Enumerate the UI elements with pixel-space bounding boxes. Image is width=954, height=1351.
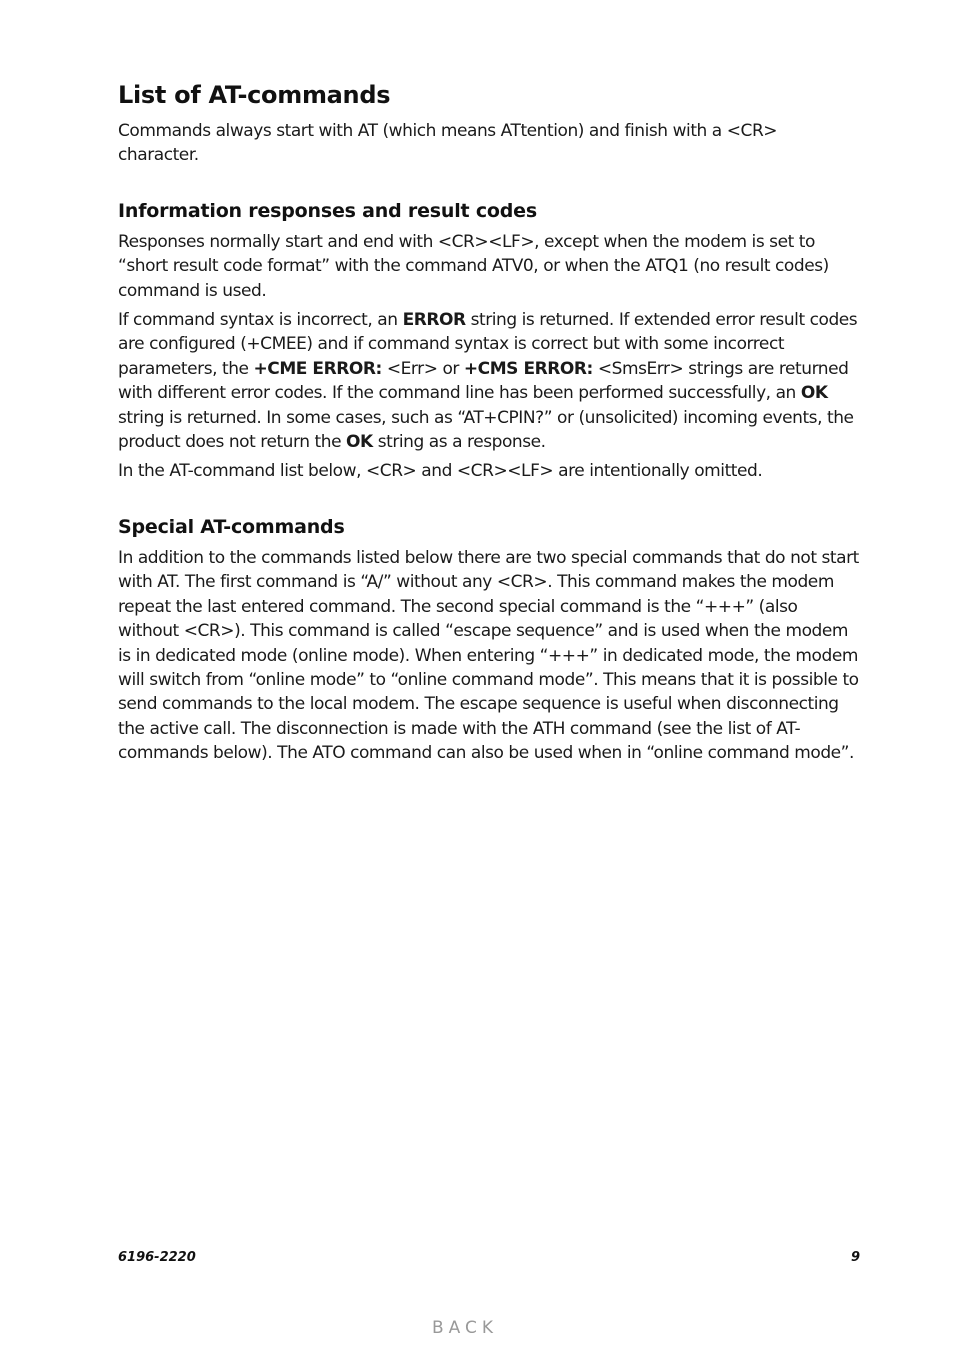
ok-keyword: OK (346, 432, 373, 453)
page-content (118, 78, 860, 766)
intro-paragraph: Commands always start with AT (which means ATtention) and finish with a <CR> character. (118, 121, 778, 166)
text-run: string as a response. (372, 432, 546, 453)
text-run: <Err> or (381, 358, 464, 379)
text-run: string is returned. In some cases, such as “AT+CPIN?” or (unsolicited) incoming events, the product does not return the (118, 407, 854, 453)
ok-keyword: OK (800, 383, 828, 404)
section-heading-responses: Information responses and result codes (118, 199, 537, 222)
cme-error-keyword: +CME ERROR: (253, 358, 382, 379)
text-run: <SmsErr> strings are returned with different error codes. If the command line has been performed successfully, an (118, 358, 849, 404)
responses-paragraph-3: In the AT-command list below, <CR> and <CR><LF> are intentionally omitted. (118, 461, 763, 482)
page-title: List of AT-commands (118, 81, 391, 109)
error-keyword: ERROR (402, 310, 466, 331)
page-number: 9 (850, 1250, 860, 1265)
back-link[interactable]: BACK (431, 1318, 498, 1338)
text-run: If command syntax is incorrect, an (118, 310, 403, 331)
document-number: 6196-2220 (118, 1250, 196, 1265)
cms-error-keyword: +CMS ERROR: (463, 358, 593, 379)
section-heading-special: Special AT-commands (118, 515, 345, 538)
responses-paragraph-1: Responses normally start and end with <CR><LF>, except when the modem is set to “short result code format” with the command ATV0, or when the ATQ1 (no result codes) command is used. (118, 231, 829, 301)
text-run: string is returned. If extended error result codes are configured (+CMEE) and if command syntax is correct but with some incorrect parameters, the (118, 310, 858, 379)
special-paragraph: In addition to the commands listed below there are two special commands that do not start with AT. The first command is “A/” without any <CR>. This command makes the modem repeat the last entered command. The second special command is the “+++” (also without <CR>). This command is called “escape sequence” and is used when the modem is in dedicated mode (online mode). When entering “+++” in dedicated mode, the modem will switch from “online mode” to “online command mode”. This means that it is possible to send commands to the local modem. The escape sequence is useful when disconnecting the active call. The disconnection is made with the ATH command (see the list of AT-commands below). The ATO command can also be used when in “online command mode”. (118, 547, 859, 764)
responses-paragraph-2 (118, 308, 860, 454)
